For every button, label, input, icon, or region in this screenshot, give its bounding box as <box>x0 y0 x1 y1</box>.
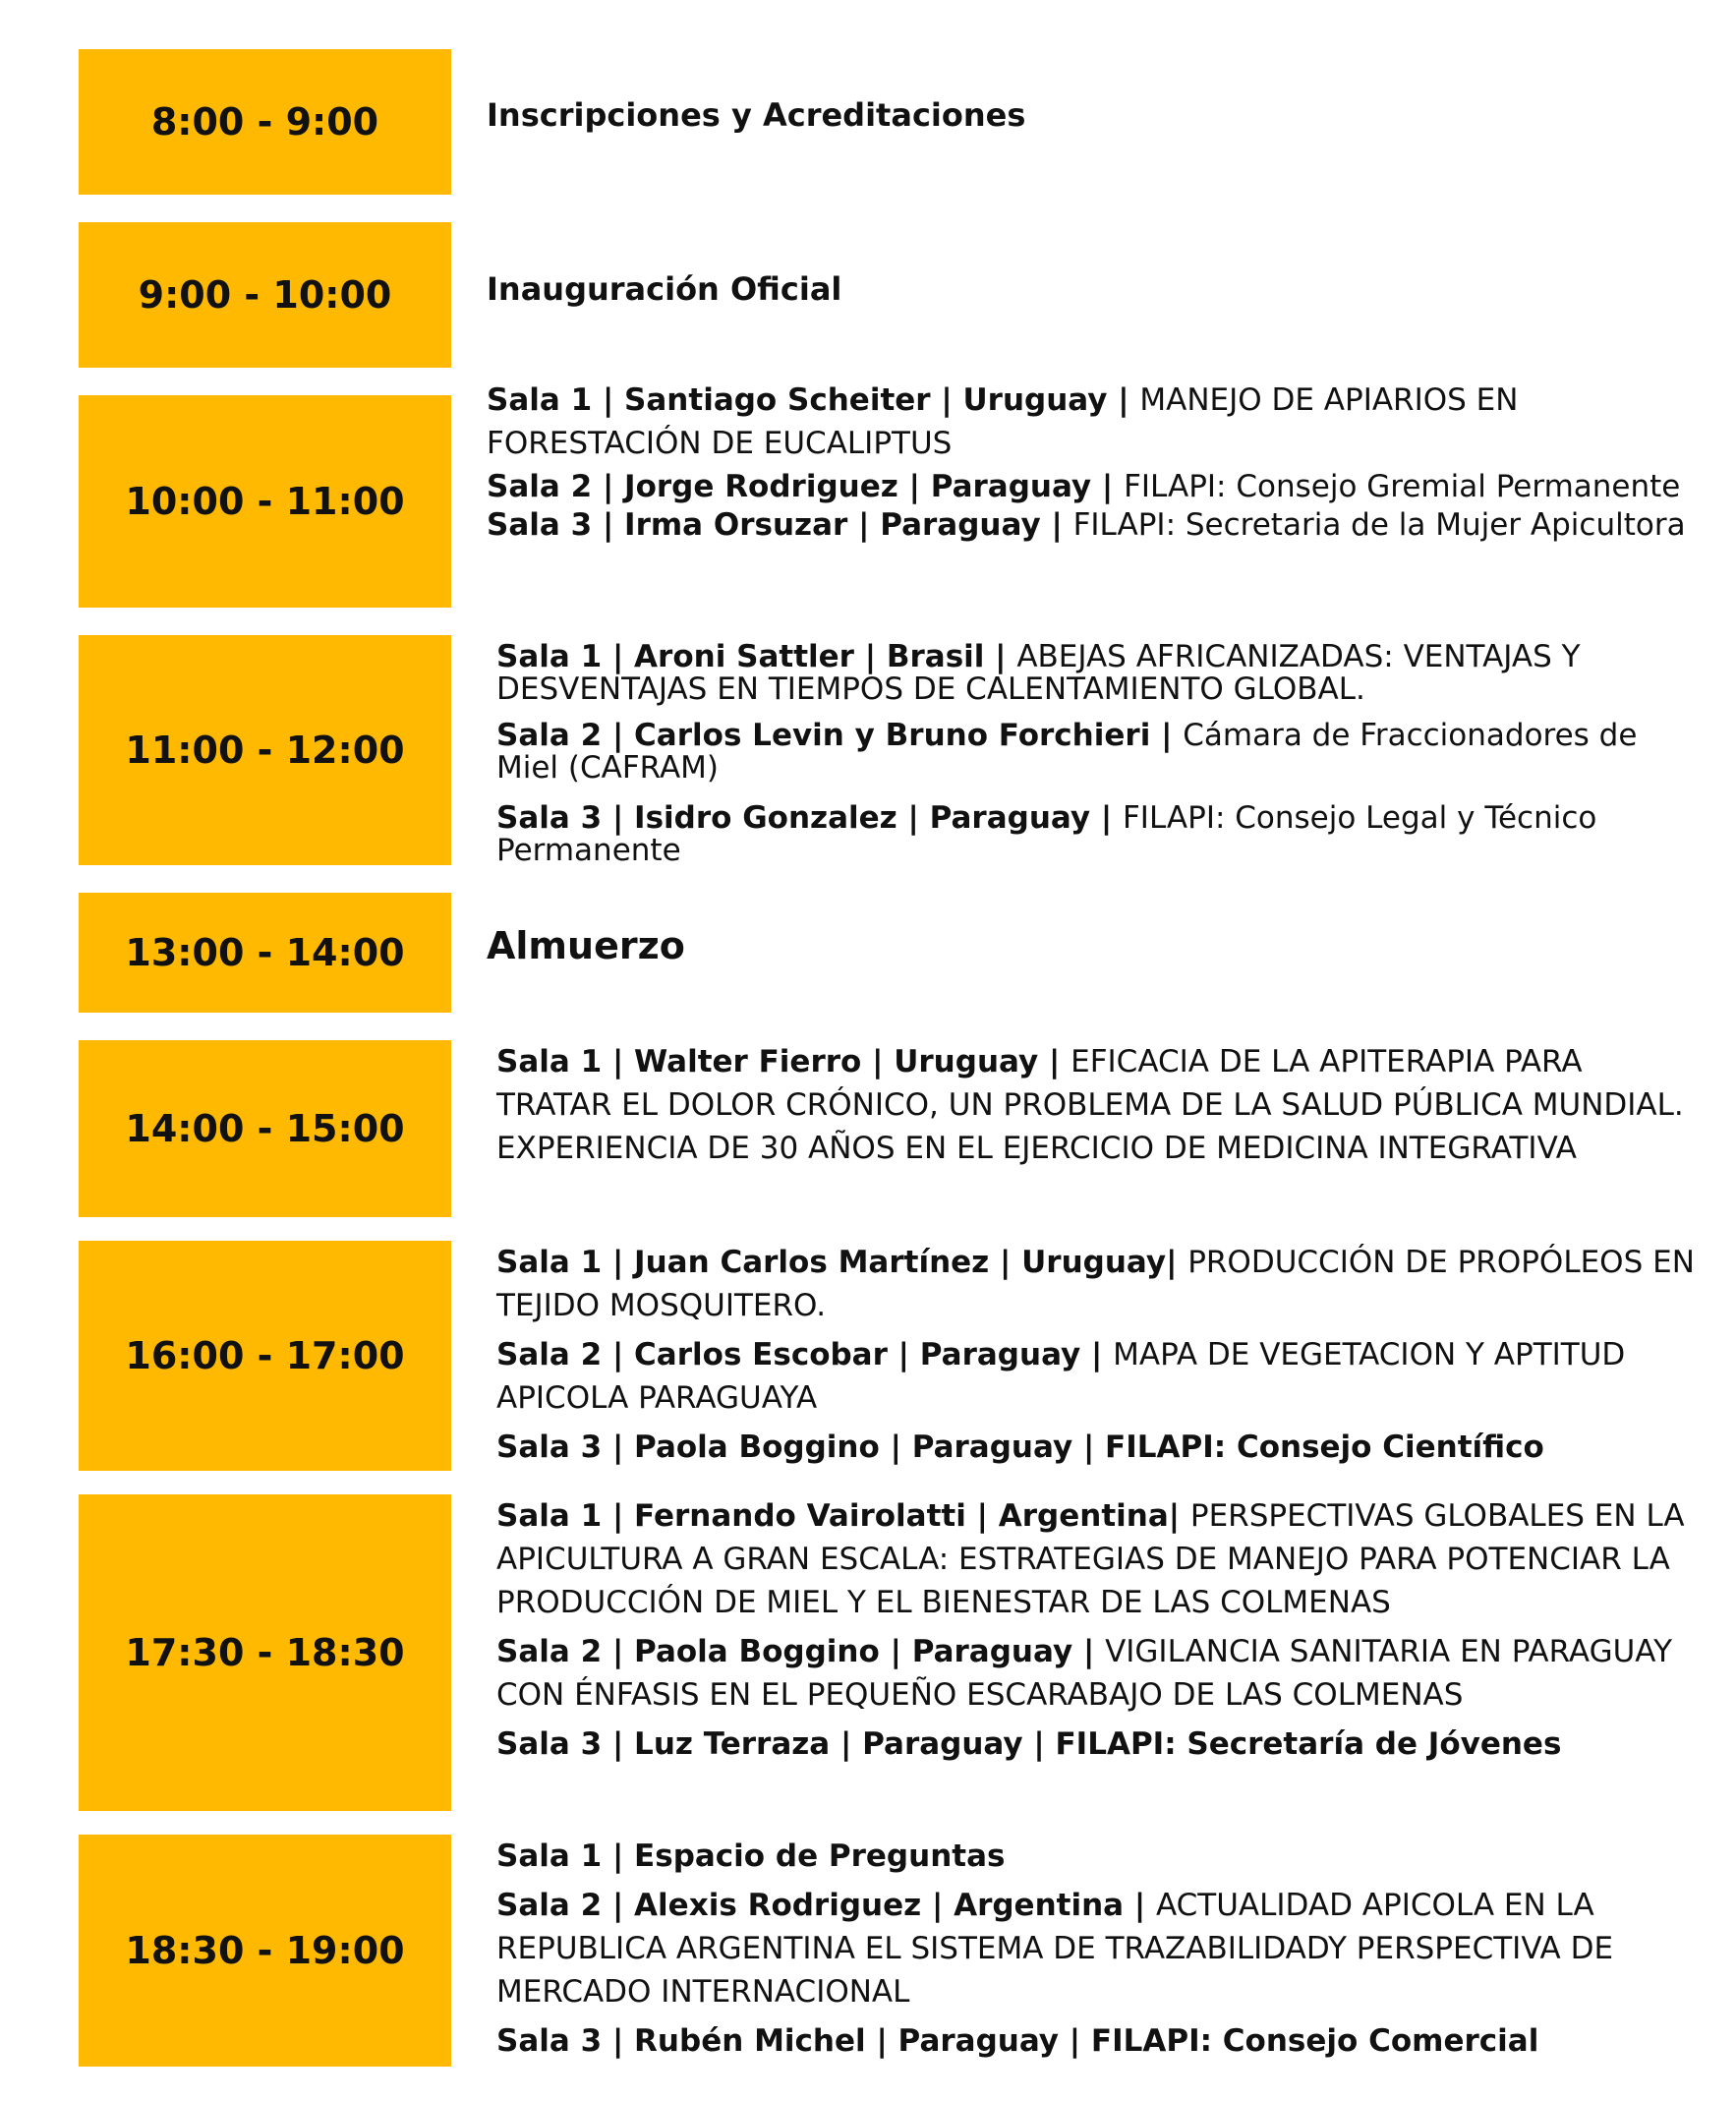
session-topic: FILAPI: Consejo Legal y Técnico Permanente <box>496 800 1597 868</box>
session-header: Sala 2 | Paola Boggino | Paraguay | <box>496 1634 1106 1669</box>
time-slot: 13:00 - 14:00 <box>79 893 451 1013</box>
session-topic: MANEJO DE APIARIOS EN FORESTACIÓN DE EUCALIPTUS <box>487 382 1519 461</box>
session-entry <box>496 1241 1696 1327</box>
session-title: Inscripciones y Acreditaciones <box>487 96 1026 134</box>
session-topic: PERSPECTIVAS GLOBALES EN LA APICULTURA A GRAN ESCALA: ESTRATEGIAS DE MANEJO PARA POTENCIAR LA PRODUCCIÓN DE MIEL Y EL BIENESTAR DE LAS COLMENAS <box>496 1498 1685 1620</box>
time-slot: 14:00 - 15:00 <box>79 1040 451 1217</box>
time-slot: 18:30 - 19:00 <box>79 1835 451 2067</box>
session-entry <box>496 641 1696 706</box>
session-list <box>496 1835 1696 2069</box>
session-entry <box>496 1884 1696 2013</box>
session-header: Sala 1 | Walter Fierro | Uruguay | <box>496 1044 1071 1080</box>
session-header: Sala 1 | Juan Carlos Martínez | Uruguay| <box>496 1245 1188 1280</box>
time-slot: 16:00 - 17:00 <box>79 1241 451 1471</box>
session-entry <box>487 379 1686 465</box>
session-list <box>496 1241 1696 1475</box>
session-entry <box>496 1426 1696 1469</box>
session-entry <box>496 1494 1696 1624</box>
session-entry <box>496 1630 1696 1717</box>
session-header: Sala 3 | Rubén Michel | Paraguay | FILAPI: Consejo Comercial <box>496 2023 1539 2059</box>
session-topic: EFICACIA DE LA APITERAPIA PARA TRATAR EL DOLOR CRÓNICO, UN PROBLEMA DE LA SALUD PÚBLICA MUNDIAL. EXPERIENCIA DE 30 AÑOS EN EL EJERCICIO DE MEDICINA INTEGRATIVA <box>496 1044 1684 1166</box>
session-entry <box>496 1040 1696 1170</box>
session-list <box>487 379 1686 548</box>
time-slot: 9:00 - 10:00 <box>79 222 451 368</box>
session-header: Sala 1 | Aroni Sattler | Brasil | <box>496 639 1017 674</box>
time-slot: 11:00 - 12:00 <box>79 635 451 865</box>
session-entry <box>496 720 1696 785</box>
time-slot: 10:00 - 11:00 <box>79 395 451 608</box>
session-header: Sala 3 | Paola Boggino | Paraguay | FILAPI: Consejo Científico <box>496 1430 1544 1465</box>
session-header: Sala 2 | Jorge Rodriguez | Paraguay | <box>487 469 1125 504</box>
session-header: Sala 2 | Carlos Escobar | Paraguay | <box>496 1337 1114 1372</box>
session-topic: VIGILANCIA SANITARIA EN PARAGUAY CON ÉNFASIS EN EL PEQUEÑO ESCARABAJO DE LAS COLMENAS <box>496 1634 1673 1713</box>
session-title: Almuerzo <box>487 924 685 967</box>
session-entry <box>496 1835 1696 1878</box>
session-header: Sala 3 | Irma Orsuzar | Paraguay | <box>487 507 1073 543</box>
time-slot: 17:30 - 18:30 <box>79 1494 451 1811</box>
session-list <box>496 1494 1696 1772</box>
session-header: Sala 2 | Alexis Rodriguez | Argentina | <box>496 1888 1156 1923</box>
session-entry <box>496 802 1696 867</box>
session-topic: Cámara de Fraccionadores de Miel (CAFRAM) <box>496 718 1638 786</box>
session-list <box>496 1040 1696 1176</box>
session-topic: FILAPI: Secretaria de la Mujer Apicultora <box>1072 507 1686 543</box>
session-header: Sala 1 | Fernando Vairolatti | Argentina| <box>496 1498 1190 1534</box>
session-header: Sala 3 | Isidro Gonzalez | Paraguay | <box>496 800 1123 836</box>
session-title: Inauguración Oficial <box>487 270 842 308</box>
session-topic: MAPA DE VEGETACION Y APTITUD APICOLA PARAGUAYA <box>496 1337 1626 1416</box>
session-header: Sala 2 | Carlos Levin y Bruno Forchieri | <box>496 718 1184 753</box>
session-entry <box>487 471 1686 503</box>
session-list <box>496 641 1696 873</box>
session-topic: FILAPI: Consejo Gremial Permanente <box>1124 469 1681 504</box>
session-entry <box>496 1722 1696 1766</box>
session-entry <box>487 509 1686 542</box>
session-header: Sala 1 | Santiago Scheiter | Uruguay | <box>487 382 1140 418</box>
time-slot: 8:00 - 9:00 <box>79 49 451 195</box>
session-topic: ACTUALIDAD APICOLA EN LA REPUBLICA ARGENTINA EL SISTEMA DE TRAZABILIDADY PERSPECTIVA DE MERCADO INTERNACIONAL <box>496 1888 1614 2010</box>
session-topic: ABEJAS AFRICANIZADAS: VENTAJAS Y DESVENTAJAS EN TIEMPOS DE CALENTAMIENTO GLOBAL. <box>496 639 1581 707</box>
session-header: Sala 3 | Luz Terraza | Paraguay | FILAPI: Secretaría de Jóvenes <box>496 1726 1562 1762</box>
session-topic: PRODUCCIÓN DE PROPÓLEOS EN TEJIDO MOSQUITERO. <box>496 1245 1695 1323</box>
session-header: Sala 1 | Espacio de Preguntas <box>496 1838 1006 1874</box>
session-entry <box>496 1333 1696 1420</box>
session-entry <box>496 2019 1696 2063</box>
